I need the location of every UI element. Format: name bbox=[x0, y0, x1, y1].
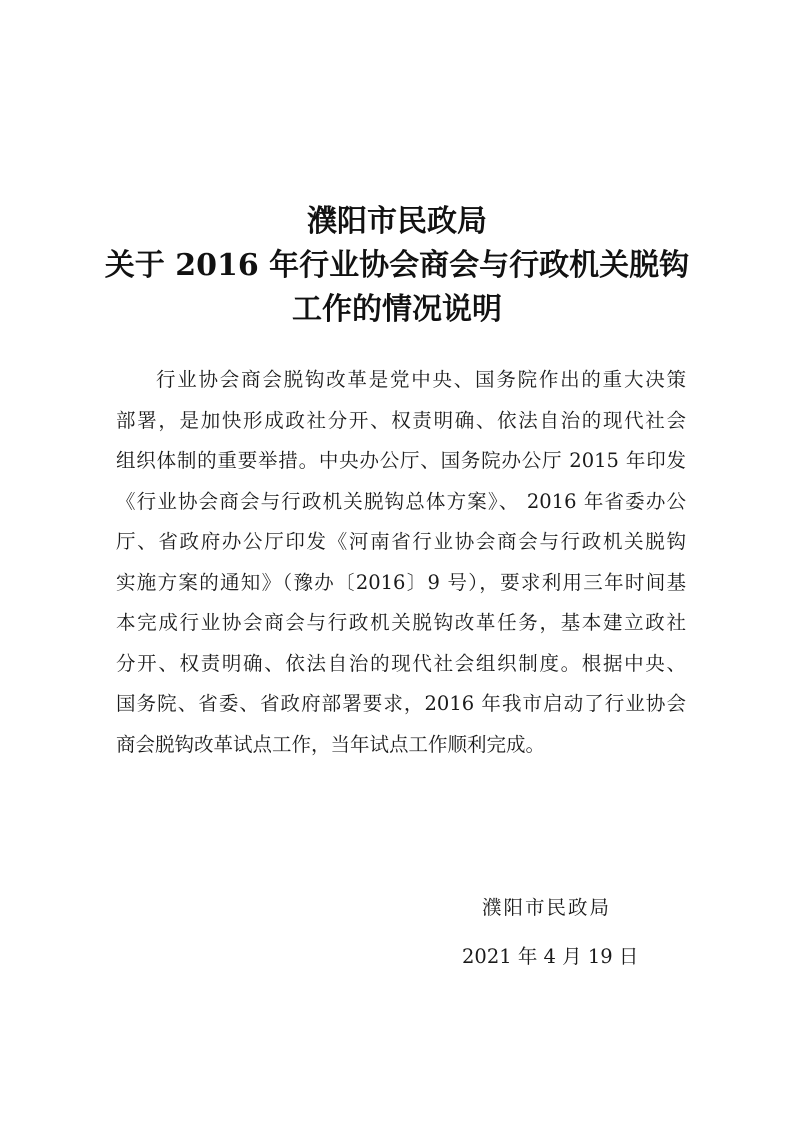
signature-issuer: 濮阳市民政局 bbox=[482, 896, 612, 919]
body-line: 实施方案的通知》（豫办〔2016〕9 号），要求利用三年时间基 bbox=[116, 570, 686, 594]
body-line: 行业协会商会脱钩改革是党中央、国务院作出的重大决策 bbox=[156, 368, 686, 391]
body-line: 部署，是加快形成政社分开、权责明确、依法自治的现代社会 bbox=[116, 408, 686, 432]
title-line-subject: 关于 2016 年行业协会商会与行政机关脱钩 bbox=[104, 248, 690, 283]
body-line: 本完成行业协会商会与行政机关脱钩改革任务，基本建立政社 bbox=[116, 611, 686, 634]
body-line: 厅、省政府办公厅印发《河南省行业协会商会与行政机关脱钩 bbox=[116, 530, 686, 553]
body-line: 组织体制的重要举措。中央办公厅、国务院办公厅 2015 年印发 bbox=[116, 449, 686, 472]
body-line: 分开、权责明确、依法自治的现代社会组织制度。根据中央、 bbox=[116, 651, 686, 675]
body-line: 商会脱钩改革试点工作，当年试点工作顺利完成。 bbox=[116, 732, 546, 756]
document-title bbox=[0, 200, 794, 332]
signature-date: 2021 年 4 月 19 日 bbox=[462, 945, 639, 968]
body-line: 《行业协会商会与行政机关脱钩总体方案》、 2016 年省委办公 bbox=[116, 489, 686, 513]
document-body-paragraph bbox=[116, 360, 686, 765]
body-line: 国务院、省委、省政府部署要求，2016 年我市启动了行业协会 bbox=[116, 692, 686, 715]
title-line-issuer: 濮阳市民政局 bbox=[307, 204, 487, 239]
title-line-subject-end: 工作的情况说明 bbox=[292, 292, 502, 327]
